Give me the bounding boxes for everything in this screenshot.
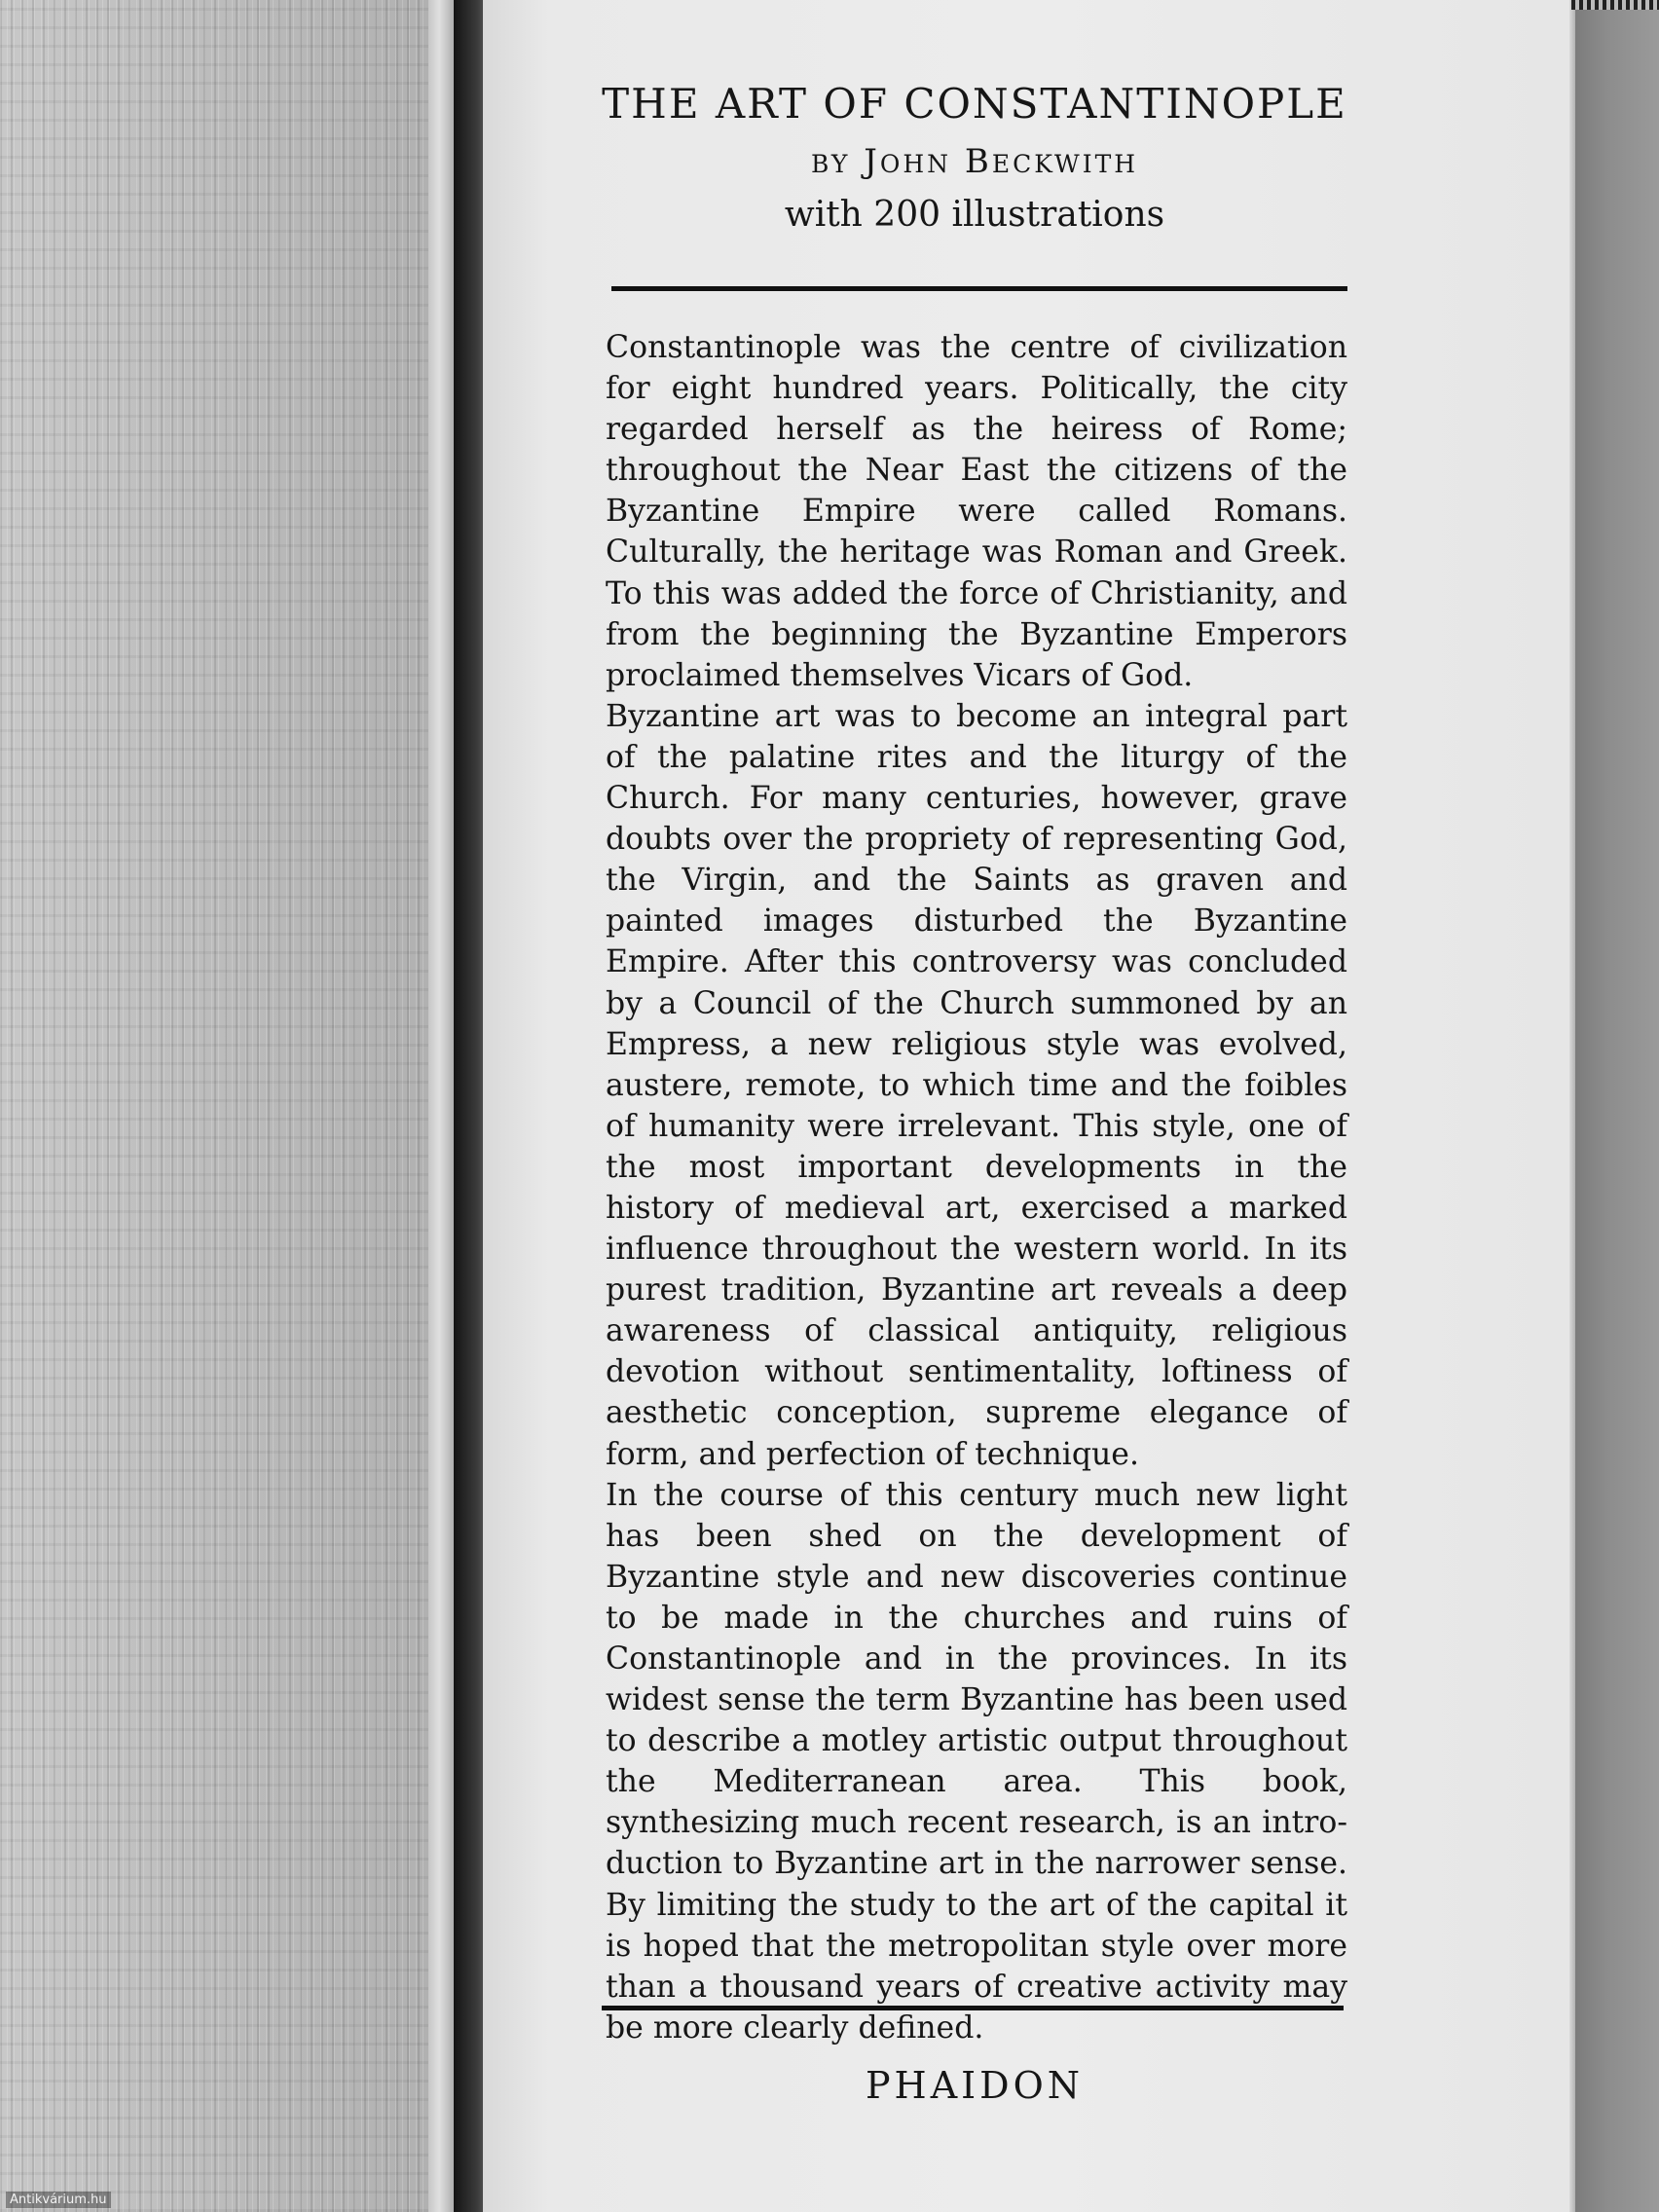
- corner-strip: [1571, 0, 1659, 10]
- blurb: [606, 327, 1347, 2048]
- top-rule: [611, 286, 1347, 291]
- publisher-name: PHAIDON: [865, 2064, 1085, 2107]
- board-edge: [428, 0, 456, 2212]
- author-last-initial: B: [964, 142, 992, 182]
- book-author: [602, 142, 1347, 182]
- jacket-text-block: [602, 70, 1347, 2107]
- illustration-count: with 200 illustrations: [784, 195, 1165, 236]
- author-last-rest: ECKWITH: [991, 150, 1139, 179]
- author-by: BY: [810, 150, 851, 179]
- book-title: THE ART OF CONSTANTINOPLE: [602, 80, 1347, 128]
- watermark: Antikvárium.hu: [6, 2192, 111, 2208]
- blurb-paragraph-3: In the course of this century much new light has been shed on the development of Byzantine style and new discoveries continue to be made in the churches and ruins of Constantinople and in the provinces. In its widest sense the term Byzantine has been used to describe a motley artistic output throughout the Mediterranean area. This book, synthesizing much recent research, is an introduction to Byzantine art in the narrower sense. By limiting the study to the art of the capital it is hoped that the metropolitan style over more than a thousand years of creative activity may be more clearly defined.: [606, 1477, 1347, 2046]
- textured-board: [0, 0, 450, 2212]
- author-first-initial: J: [864, 142, 880, 182]
- right-background: [1575, 0, 1659, 2212]
- bottom-rule: [602, 2006, 1344, 2010]
- author-last-name: [965, 142, 1138, 181]
- author-first-rest: OHN: [879, 150, 952, 179]
- blurb-paragraph-2: Byzantine art was to become an integral part of the palatine rites and the liturgy of the Church. For many centuries, however, grave doubts over the propriety of representing God, the Virgin, and the Saints as graven and painted images disturbed the Byzantine Empire. After this controversy was concluded by a Council of the Church summoned by an Empress, a new religious style was evolved, austere, remote, to which time and the foibles of humanity were irrelevant. This style, one of the most important developments in the history of medieval art, exercised a marked influence throughout the western world. In its purest tradition, Byzantine art reveals a deep awareness of classical antiquity, religious devotion without sentimentality, loftiness of aesthetic conception, supreme elegance of form, and perfection of technique.: [606, 698, 1347, 1472]
- spine-shadow: [454, 0, 487, 2212]
- author-first-name: [864, 142, 951, 181]
- blurb-paragraph-1: Constantinople was the centre of civilization for eight hundred years. Politically, the city regarded herself as the heiress of Rome; throughout the Near East the citizens of the Byzantine Empire were called Romans. Culturally, the heritage was Roman and Greek. To this was added the force of Christianity, and from the beginning the Byzantine Emperors proclaimed themselves Vicars of God.: [606, 330, 1347, 693]
